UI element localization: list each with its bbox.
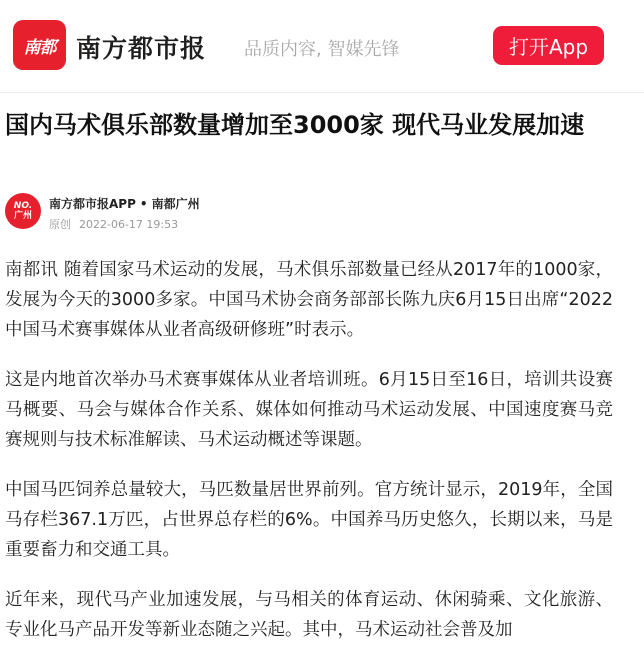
avatar[interactable]	[5, 193, 41, 229]
paragraph: 这是内地首次举办马术赛事媒体从业者培训班。6月15日至16日，培训共设赛马概要、马会与媒体合作关系、媒体如何推动马术运动发展、中国速度赛马竞赛规则与技术标准解读、马术运动概述等课题。	[5, 370, 613, 450]
original-label: 原创	[49, 218, 71, 231]
logo-text: 南都	[23, 37, 56, 58]
publish-datetime: 2022-06-17 19:53	[79, 218, 179, 231]
slogan: 品质内容, 智媒先锋	[244, 39, 400, 60]
app-header	[0, 0, 644, 93]
avatar-bottom-text: 广州	[13, 211, 32, 221]
paragraph: 南都讯 随着国家马术运动的发展，马术俱乐部数量已经从2017年的1000家，发展为今天的3000多家。中国马术协会商务部部长陈九庆6月15日出席“2022中国马术赛事媒体从业者高级研修班”时表示。	[5, 260, 613, 340]
logo-icon[interactable]	[13, 20, 66, 70]
source-name[interactable]: 南方都市报APP	[49, 197, 136, 211]
paragraph: 中国马匹饲养总量较大，马匹数量居世界前列。官方统计显示，2019年，全国马存栏367.1万匹，占世界总存栏的6%。中国养马历史悠久，长期以来，马是重要畜力和交通工具。	[5, 480, 613, 560]
paragraph: 近年来，现代马产业加速发展，与马相关的体育运动、休闲骑乘、文化旅游、专业化马产品开发等新业态随之兴起。其中，马术运动社会普及加	[5, 590, 613, 640]
article-body	[5, 255, 613, 665]
author-info	[5, 192, 625, 236]
article-meta	[49, 216, 178, 232]
article-title: 国内马术俱乐部数量增加至3000家 现代马业发展加速	[5, 111, 585, 139]
open-app-button[interactable]: 打开App	[493, 26, 604, 65]
author-line	[49, 195, 200, 212]
separator-dot: •	[139, 197, 148, 211]
avatar-top-text: NO.	[13, 201, 33, 211]
channel-name[interactable]: 南都广州	[151, 197, 200, 211]
brand-name[interactable]: 南方都市报	[76, 34, 207, 63]
